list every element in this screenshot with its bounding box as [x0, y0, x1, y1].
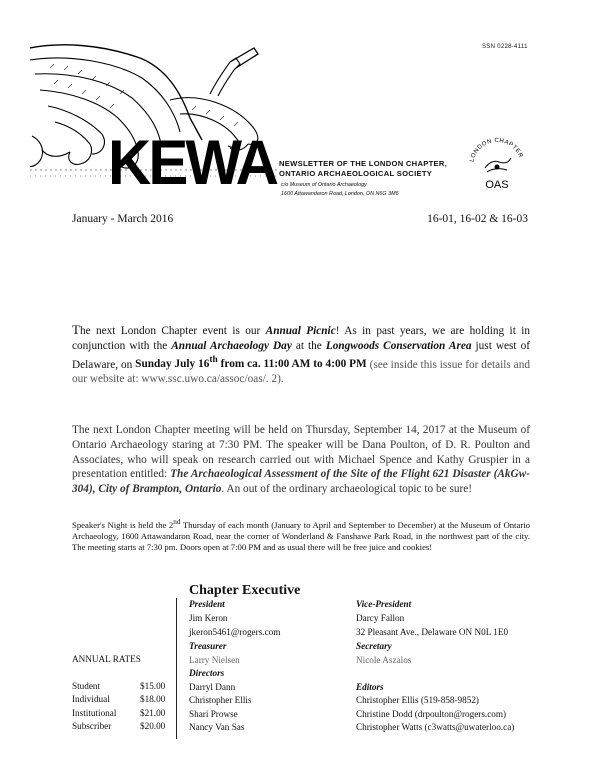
rate-price: $15.00: [140, 681, 166, 691]
rate-name: Institutional: [72, 708, 117, 718]
address-line2: 1600 Attawandaron Road, London, ON N6G 3M6: [281, 190, 399, 197]
oas-logo-text: OAS: [485, 179, 509, 191]
president-email: jkeron5461@rogers.com: [189, 627, 281, 637]
vice-president-label: Vice-President: [356, 599, 412, 609]
svg-text:LONDON CHAPTER: [469, 138, 523, 163]
president-label: President: [189, 599, 225, 609]
newsletter-title-line1: NEWSLETTER OF THE LONDON CHAPTER,: [279, 159, 448, 168]
treasurer-label: Treasurer: [189, 641, 227, 651]
vice-president-address: 32 Pleasant Ave., Delaware ON N0L 1E0: [356, 627, 509, 637]
treasurer-name: Larry Nielsen: [189, 655, 240, 665]
event-location: Longwoods Conservation Area: [325, 339, 472, 352]
directors-label: Directors: [189, 668, 225, 678]
director-name: Shari Prowse: [189, 709, 238, 719]
director-name: Christopher Ellis: [189, 695, 252, 705]
divider-line: [176, 598, 177, 739]
director-name: Darryl Dann: [189, 682, 236, 692]
rate-price: $18.00: [140, 694, 166, 704]
rate-price: $20.00: [140, 721, 166, 731]
picnic-announcement: The next London Chapter event is our Annual Picnic! As in past years, we are holding it in conjunction with the Annual Archaeology Day at the Longwoods Conservation Area just west of Delaware, on Sunday July 16th from ca. 11:00 AM to 4:00 PM (see inside this issue for details and our website at: www.ssc.uwo.ca/assoc/oas/. 2).: [72, 322, 530, 386]
issue-date: January - March 2016: [72, 213, 174, 225]
drop-letter: T: [72, 322, 80, 337]
director-name: Nancy Van Sas: [189, 722, 245, 732]
oas-logo: [465, 136, 529, 194]
issue-numbers: 16-01, 16-02 & 16-03: [427, 213, 528, 225]
annual-rates-heading: ANNUAL RATES: [72, 654, 141, 664]
address-line1: c/o Museum of Ontario Archaeology: [281, 182, 367, 188]
vice-president-name: Darcy Fallon: [356, 613, 405, 623]
chapter-executive-title: Chapter Executive: [189, 583, 301, 598]
event-name: Annual Picnic: [265, 325, 336, 337]
editors-label: Editors: [356, 682, 384, 692]
editor-name: Christine Dodd (drpoulton@rogers.com): [356, 709, 507, 719]
rate-name: Student: [72, 681, 101, 691]
meeting-announcement: The next London Chapter meeting will be held on Thursday, September 14, 2017 at the Museum of Ontario Archaeology staring at 7:30 PM. The speaker will be Dana Poulton, of D. R. Poulton and Associates, who will speak on research carried out with Michael Spence and Kathy Gruspier in a presentation entitled: The Archaeological Assessment of the Site of the Flight 621 Disaster (AkGw-304), City of Brampton, Ontario. An out of the ordinary archaeological topic to be sure!: [72, 424, 530, 496]
kewa-title: KEWA: [108, 127, 276, 198]
newsletter-address: [281, 181, 399, 198]
archaeology-day: Annual Archaeology Day: [171, 339, 292, 352]
presentation-title: The Archaeological Assessment of the Site of the Flight 621 Disaster (AkGw-304), City of Brampton, Ontario: [72, 468, 530, 496]
issn-number: SSN 0228-4111: [482, 44, 528, 50]
editor-name: Christopher Watts (c3watts@uwaterloo.ca): [356, 722, 515, 732]
rate-price: $21.00: [140, 708, 166, 718]
newsletter-title-line2: ONTARIO ARCHAEOLOGICAL SOCIETY: [279, 168, 433, 178]
rate-name: Subscriber: [72, 721, 112, 731]
rate-name: Individual: [72, 694, 110, 704]
event-datetime: Sunday July 16th from ca. 11:00 AM to 4:00 PM: [135, 355, 367, 371]
speakers-night-info: Speaker's Night is held the 2nd Thursday of each month (January to April and September to December) at the Museum of Ontario Archaeology, 1600 Attawandaron Road, near the corner of Wonderland & Fanshawe Park Road, in the northwest part of the city. The meeting starts at 7:30 pm. Doors open at 7:00 PM and as usual there will be free juice and cookies!: [72, 518, 530, 553]
editor-name: Christopher Ellis (519-858-9852): [356, 695, 479, 705]
secretary-label: Secretary: [356, 641, 392, 651]
newsletter-title: [279, 159, 447, 178]
secretary-name: Nicole Aszalos: [356, 655, 412, 665]
president-name: Jim Keron: [189, 613, 228, 623]
oas-logo-arc-text: LONDON CHAPTER: [469, 137, 524, 163]
